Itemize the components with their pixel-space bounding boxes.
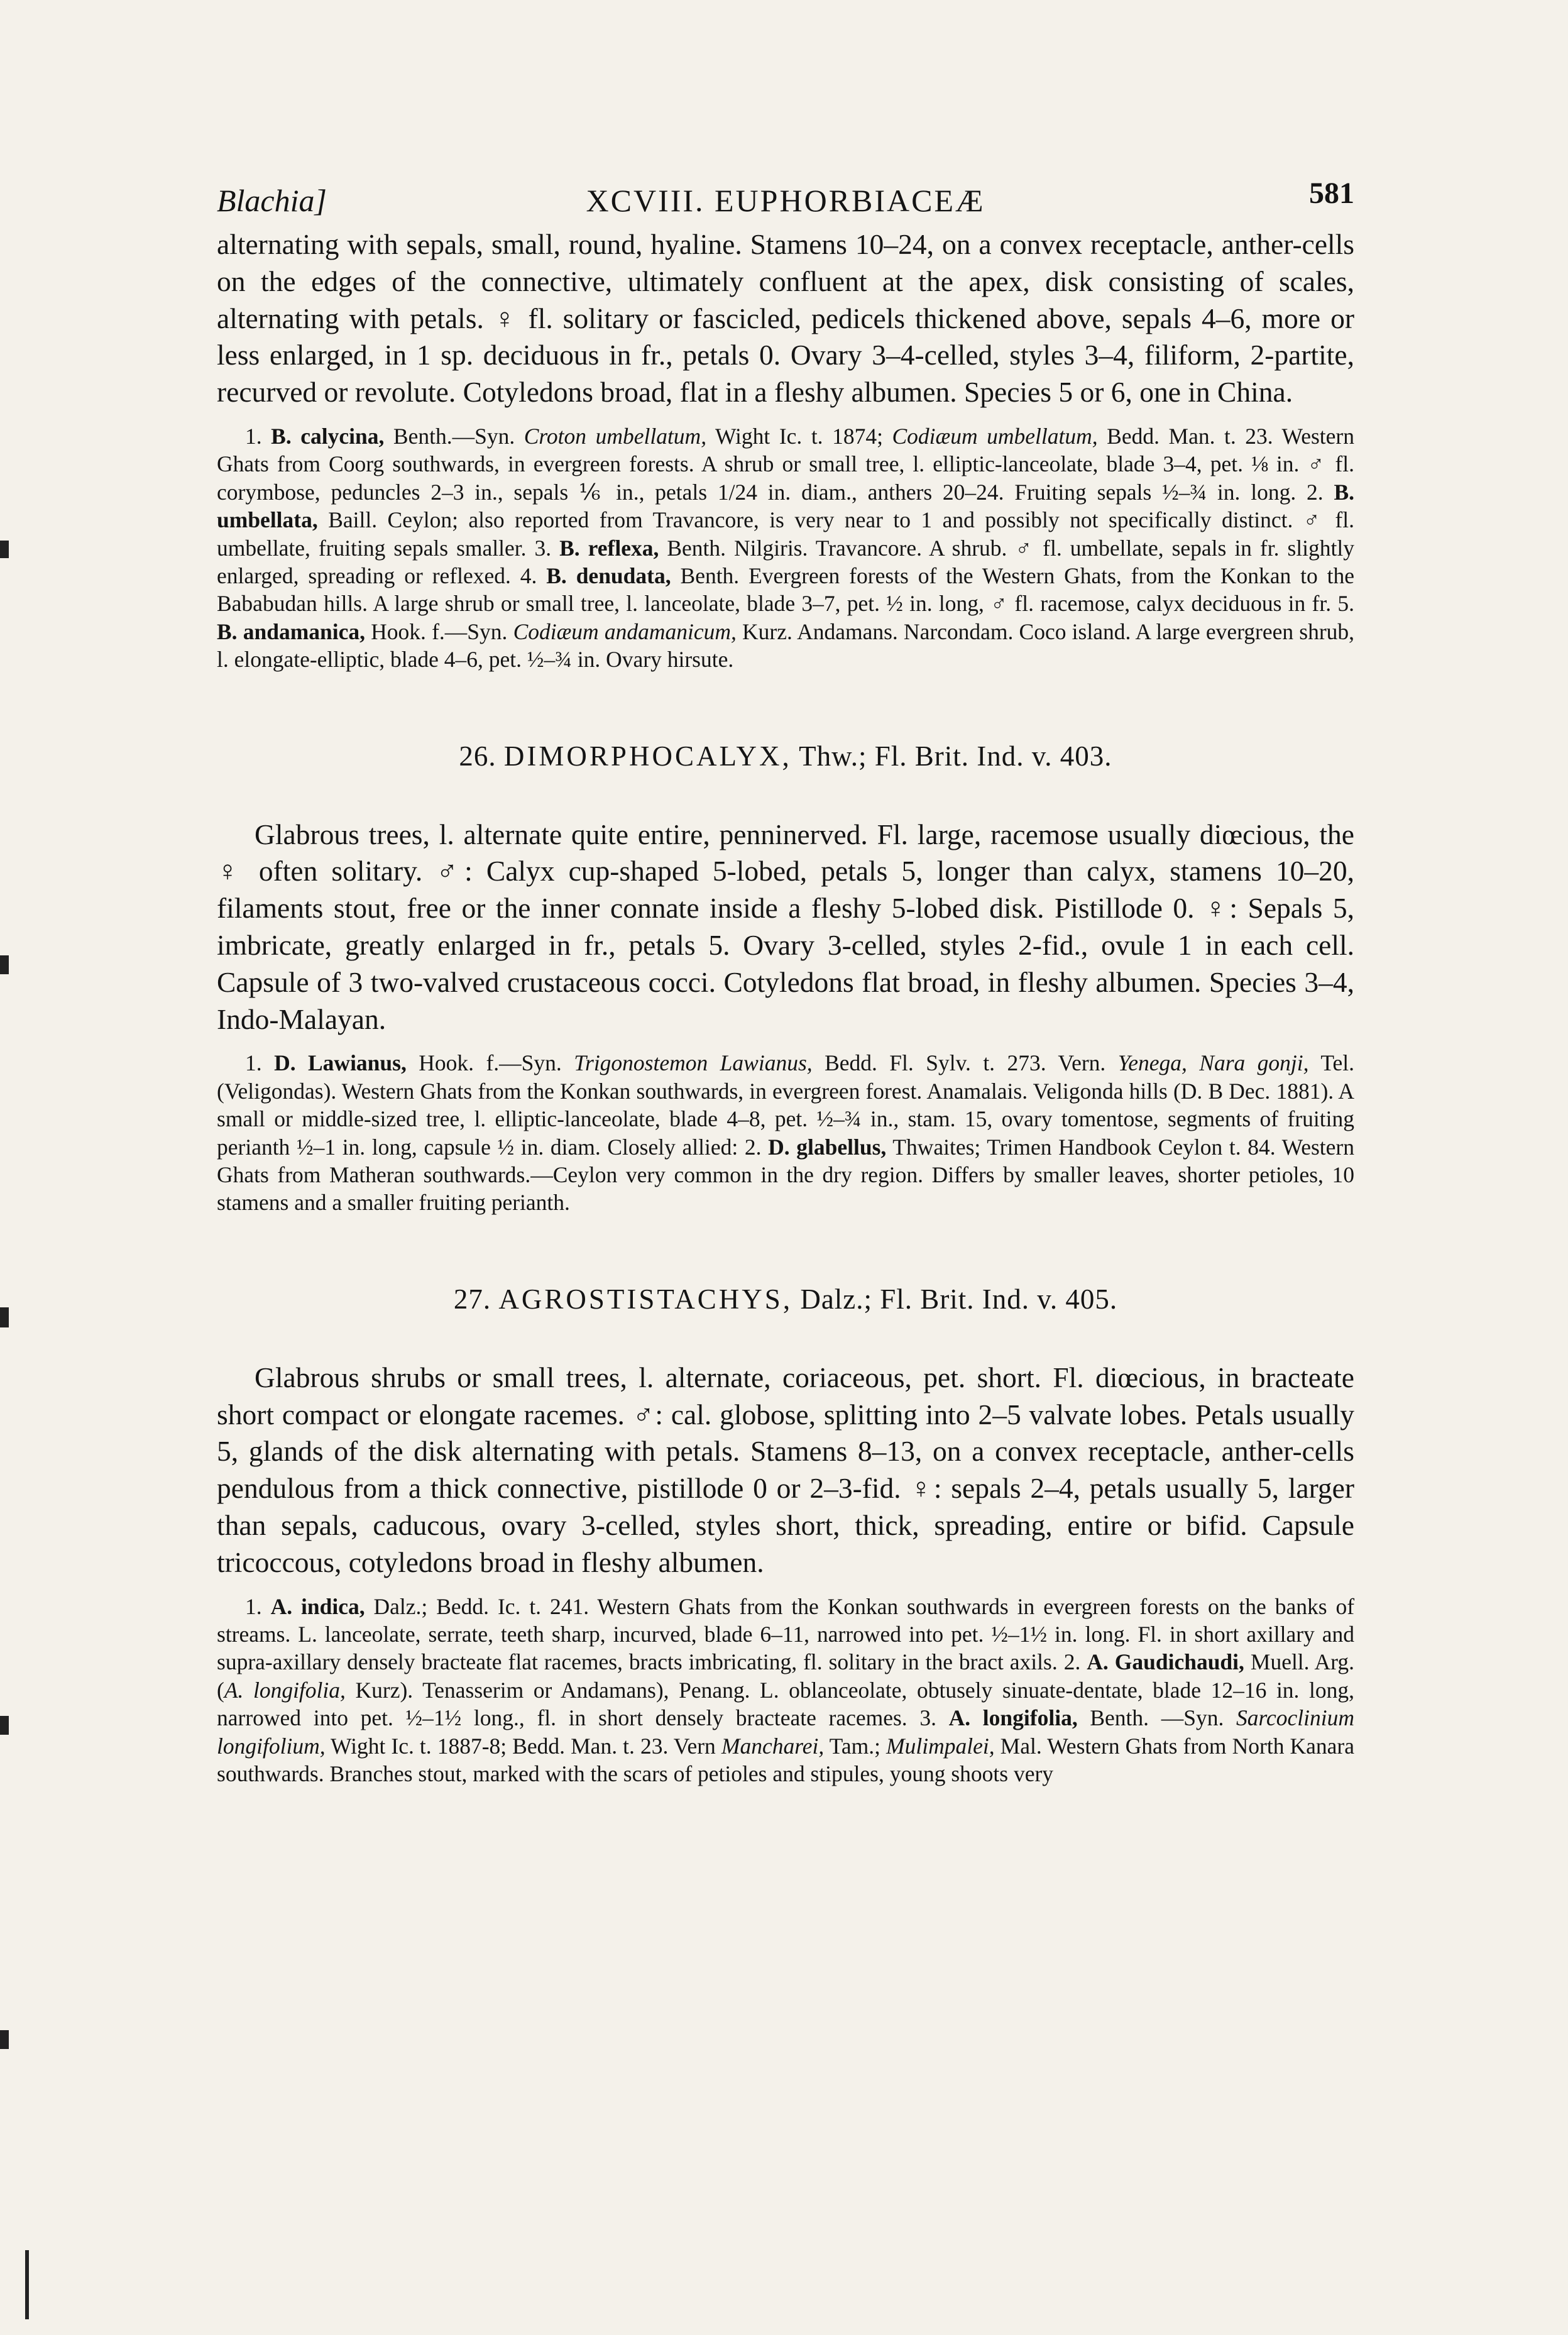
running-head-genus: Blachia] (217, 183, 327, 218)
scan-edge-mark (0, 541, 9, 558)
scan-edge-mark (0, 955, 9, 974)
dimorphocalyx-species-list: 1. D. Lawianus, Hook. f.—Syn. Trigonostemon Lawianus, Bedd. Fl. Sylv. t. 273. Vern. Yenega, Nara gonji, Tel. (Veligondas). Western Ghats from the Konkan southwards, in evergreen forest. Anamalais. Veligonda hills (D. B Dec. 1881). A small or middle-sized tree, l. elliptic-lanceolate, blade 4–8, pet. ½–¾ in., stam. 15, ovary tomentose, segments of fruiting perianth ½–1 in. long, capsule ½ in. diam. Closely allied: 2. D. glabellus, Thwaites; Trimen Handbook Ceylon t. 84. Western Ghats from Matheran southwards.—Ceylon very common in the dry region. Differs by smaller leaves, shorter petioles, 10 stamens and a smaller fruiting perianth. (217, 1050, 1355, 1216)
book-page (217, 176, 1354, 1788)
genus-heading-dimorphocalyx: 26. DIMORPHOCALYX, Thw.; Fl. Brit. Ind. v. 403. (459, 740, 1112, 772)
species-name: A. indica, (270, 1593, 365, 1619)
species-name: A. Gaudichaudi, (1087, 1649, 1244, 1675)
species-name: A. longifolia, (948, 1705, 1078, 1731)
genus-heading-agrostistachys: 27. AGROSTISTACHYS, Dalz.; Fl. Brit. Ind. v. 405. (453, 1283, 1118, 1315)
dimorphocalyx-description: Glabrous trees, l. alternate quite entire, penninerved. Fl. large, racemose usually diœcious, the ♀ often solitary. ♂: Calyx cup-shaped 5-lobed, petals 5, longer than calyx, stamens 10–20, filaments stout, free or the inner connate inside a fleshy 5-lobed disk. Pistillode 0. ♀: Sepals 5, imbricate, greatly enlarged in fr., petals 5. Ovary 3-celled, styles 2-fid., ovule 1 in each cell. Capsule of 3 two-valved crustaceous cocci. Cotyledons flat broad, in fleshy albumen. Species 3–4, Indo-Malayan. (217, 818, 1354, 1035)
species-name: B. denudata, (546, 563, 671, 589)
species-name: D. Lawianus, (274, 1050, 407, 1076)
scan-edge-mark (0, 1716, 9, 1735)
scan-edge-mark (0, 2030, 9, 2049)
running-head-family: XCVIII. EUPHORBIACEÆ (586, 183, 985, 218)
blachia-species-list: 1. B. calycina, Benth.—Syn. Croton umbellatum, Wight Ic. t. 1874; Codiæum umbellatum, Bedd. Man. t. 23. Western Ghats from Coorg southwards, in evergreen forests. A shrub or small tree, l. elliptic-lanceolate, blade 3–4, pet. ⅛ in. ♂ fl. corymbose, peduncles 2–3 in., sepals ⅙ in., petals 1/24 in. diam., anthers 20–24. Fruiting sepals ½–¾ in. long. 2. B. umbellata, Baill. Ceylon; also reported from Travancore, is very near to 1 and possibly not specifically distinct. ♂ fl. umbellate, fruiting sepals smaller. 3. B. reflexa, Benth. Nilgiris. Travancore. A shrub. ♂ fl. umbellate, sepals in fr. slightly enlarged, spreading or reflexed. 4. B. denudata, Benth. Evergreen forests of the Western Ghats, from the Konkan to the Bababudan hills. A large shrub or small tree, l. lanceolate, blade 3–7, pet. ½ in. long, ♂ fl. racemose, calyx deciduous in fr. 5. B. andamanica, Hook. f.—Syn. Codiæum andamanicum, Kurz. Andamans. Narcondam. Coco island. A large evergreen shrub, l. elongate-elliptic, blade 4–6, pet. ½–¾ in. Ovary hirsute. (217, 423, 1355, 673)
species-name: B. andamanica, (217, 618, 366, 644)
species-name: B. calycina, (271, 423, 385, 449)
scan-edge-mark (25, 2250, 29, 2319)
scan-edge-mark (0, 1307, 9, 1327)
page-number: 581 (1309, 177, 1354, 210)
agrostistachys-species-list: 1. A. indica, Dalz.; Bedd. Ic. t. 241. Western Ghats from the Konkan southwards in evergreen forests on the banks of streams. L. lanceolate, serrate, teeth sharp, incurved, blade 6–11, narrowed into pet. ½–1½ in. long. Fl. in short axillary and supra-axillary densely bracteate flat racemes, bracts imbricating, fl. solitary in the bract axils. 2. A. Gaudichaudi, Muell. Arg. (A. longifolia, Kurz). Tenasserim or Andamans), Penang. L. oblanceolate, obtusely sinuate-dentate, blade 12–16 in. long, narrowed into pet. ½–1½ long., fl. in short densely bracteate racemes. 3. A. longifolia, Benth. —Syn. Sarcoclinium longifolium, Wight Ic. t. 1887-8; Bedd. Man. t. 23. Vern Mancharei, Tam.; Mulimpalei, Mal. Western Ghats from North Kanara southwards. Branches stout, marked with the scars of petioles and stipules, young shoots very (217, 1593, 1355, 1787)
species-name: B. reflexa, (559, 535, 659, 561)
species-name: B. umbellata, (217, 479, 1355, 533)
species-name: D. glabellus, (768, 1134, 887, 1160)
running-head (217, 176, 1354, 226)
blachia-description: alternating with sepals, small, round, hyaline. Stamens 10–24, on a convex receptacle, anther-cells on the edges of the connective, ultimately confluent at the apex, disk consisting of scales, alternating with petals. ♀ fl. solitary or fascicled, pedicels thickened above, sepals 4–6, more or less enlarged, in 1 sp. deciduous in fr., petals 0. Ovary 3–4-celled, styles 3–4, filiform, 2-partite, recurved or revolute. Cotyledons broad, flat in a fleshy albumen. Species 5 or 6, one in China. (217, 228, 1354, 409)
agrostistachys-description: Glabrous shrubs or small trees, l. alternate, coriaceous, pet. short. Fl. diœcious, in bracteate short compact or elongate racemes. ♂: cal. globose, splitting into 2–5 valvate lobes. Petals usually 5, glands of the disk alternating with petals. Stamens 8–13, on a convex receptacle, anther-cells pendulous from a thick connective, pistillode 0 or 2–3-fid. ♀: sepals 2–4, petals usually 5, larger than sepals, caducous, ovary 3-celled, styles short, thick, spreading, entire or bifid. Capsule tricoccous, cotyledons broad in fleshy albumen. (217, 1361, 1354, 1578)
